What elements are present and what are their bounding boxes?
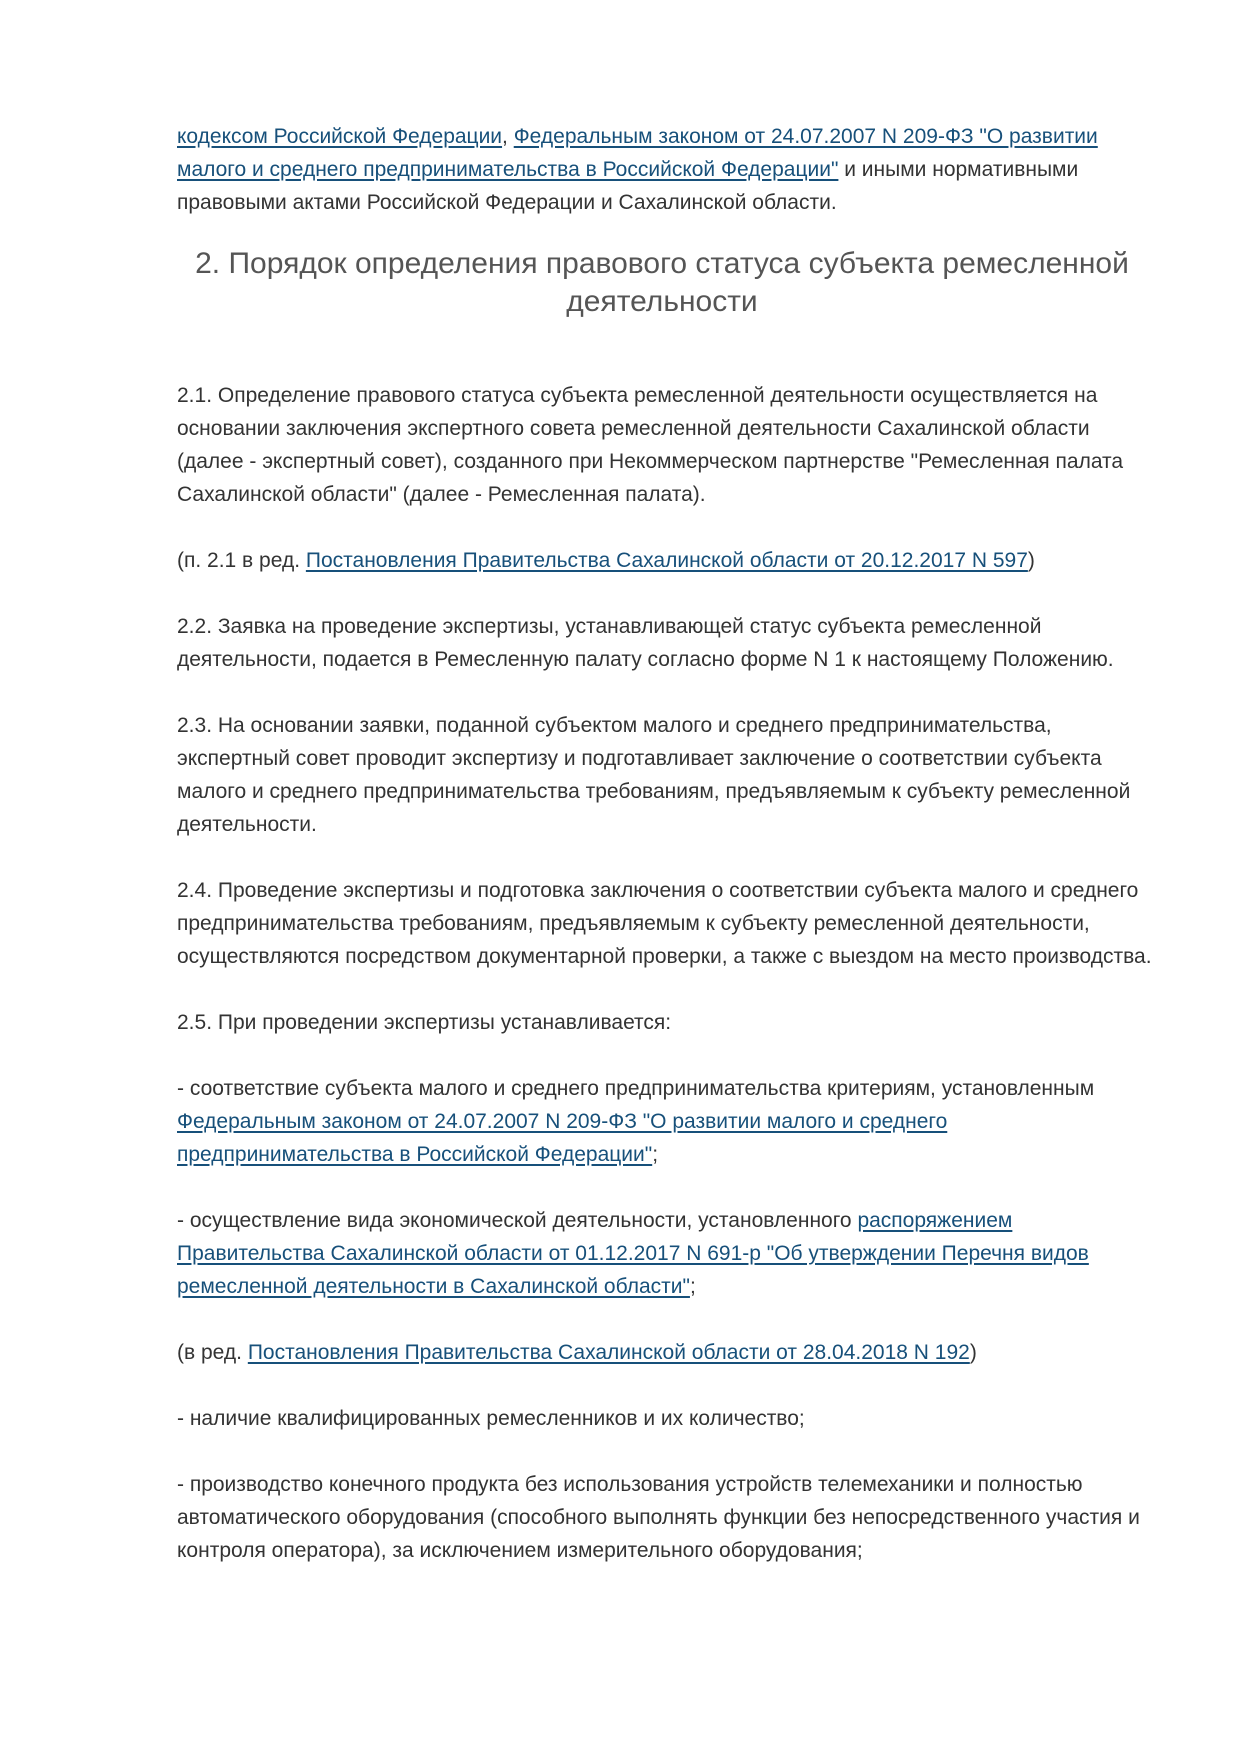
- list-item-criteria: [177, 1072, 1157, 1171]
- item-prefix: - осуществление вида экономической деятельности, установленного: [177, 1209, 858, 1232]
- paragraph-2-5: 2.5. При проведении экспертизы устанавливается:: [177, 1011, 672, 1034]
- federal-law-209-link-2[interactable]: Федеральным законом от 24.07.2007 N 209-ФЗ "О развитии малого и среднего предпринимательства в Российской Федерации": [177, 1110, 948, 1166]
- intro-paragraph: [177, 120, 1157, 219]
- paragraph-2-1-note: [177, 544, 1157, 577]
- paragraph-2-3: 2.3. На основании заявки, поданной субъектом малого и среднего предпринимательства, экспертный совет проводит экспертизу и подготавливает заключение о соответствии субъекта малого и среднего предпринимательства требованиям, предъявляемым к субъекту ремесленной деятельности.: [177, 714, 1131, 836]
- list-item-production: - производство конечного продукта без использования устройств телемеханики и полностью автоматического оборудования (способного выполнять функции без непосредственного участия и контроля оператора), за исключением измерительного оборудования;: [177, 1473, 1140, 1562]
- list-item-activity-type: [177, 1204, 1157, 1303]
- note-suffix: ): [1027, 549, 1035, 572]
- federal-law-209-link[interactable]: Федеральным законом от 24.07.2007 N 209-ФЗ "О развитии малого и среднего предпринимательства в Российской Федерации": [177, 125, 1098, 181]
- paragraph-2-2: 2.2. Заявка на проведение экспертизы, устанавливающей статус субъекта ремесленной деятельности, подается в Ремесленную палату согласно форме N 1 к настоящему Положению.: [177, 615, 1114, 671]
- document-content: [177, 120, 1157, 1567]
- resolution-192-link[interactable]: Постановления Правительства Сахалинской области от 28.04.2018 N 192: [247, 1341, 970, 1364]
- item-suffix: ;: [689, 1275, 696, 1298]
- item-prefix: - соответствие субъекта малого и среднего предпринимательства критериям, установленным: [177, 1077, 1095, 1100]
- note-prefix: (п. 2.1 в ред.: [177, 549, 306, 572]
- civil-code-link[interactable]: кодексом Российской Федерации: [177, 125, 503, 148]
- intro-separator: ,: [502, 125, 514, 148]
- intro-tail-text: и иными нормативными правовыми актами Российской Федерации и Сахалинской области.: [177, 158, 1079, 214]
- order-691-r-link[interactable]: распоряжением Правительства Сахалинской области от 01.12.2017 N 691-р "Об утверждении Перечня видов ремесленной деятельности в Сахалинской области": [177, 1209, 1089, 1298]
- resolution-597-link[interactable]: Постановления Правительства Сахалинской области от 20.12.2017 N 597: [305, 549, 1028, 572]
- paragraph-2-1: 2.1. Определение правового статуса субъекта ремесленной деятельности осуществляется на основании заключения экспертного совета ремесленной деятельности Сахалинской области (далее - экспертный совет), созданного при Некоммерческом партнерстве "Ремесленная палата Сахалинской области" (далее - Ремесленная палата).: [177, 384, 1124, 506]
- note-suffix: ): [969, 1341, 977, 1364]
- list-item-activity-note: [177, 1336, 1157, 1369]
- item-suffix: ;: [652, 1143, 659, 1166]
- section-title: 2. Порядок определения правового статуса субъекта ремесленной деятельности: [195, 247, 1129, 318]
- note-prefix: (в ред.: [177, 1341, 248, 1364]
- paragraph-2-4: 2.4. Проведение экспертизы и подготовка заключения о соответствии субъекта малого и среднего предпринимательства требованиям, предъявляемым к субъекту ремесленной деятельности, осуществляются посредством документарной проверки, а также с выездом на место производства.: [177, 879, 1152, 968]
- list-item-craftsmen: - наличие квалифицированных ремесленников и их количество;: [177, 1407, 805, 1430]
